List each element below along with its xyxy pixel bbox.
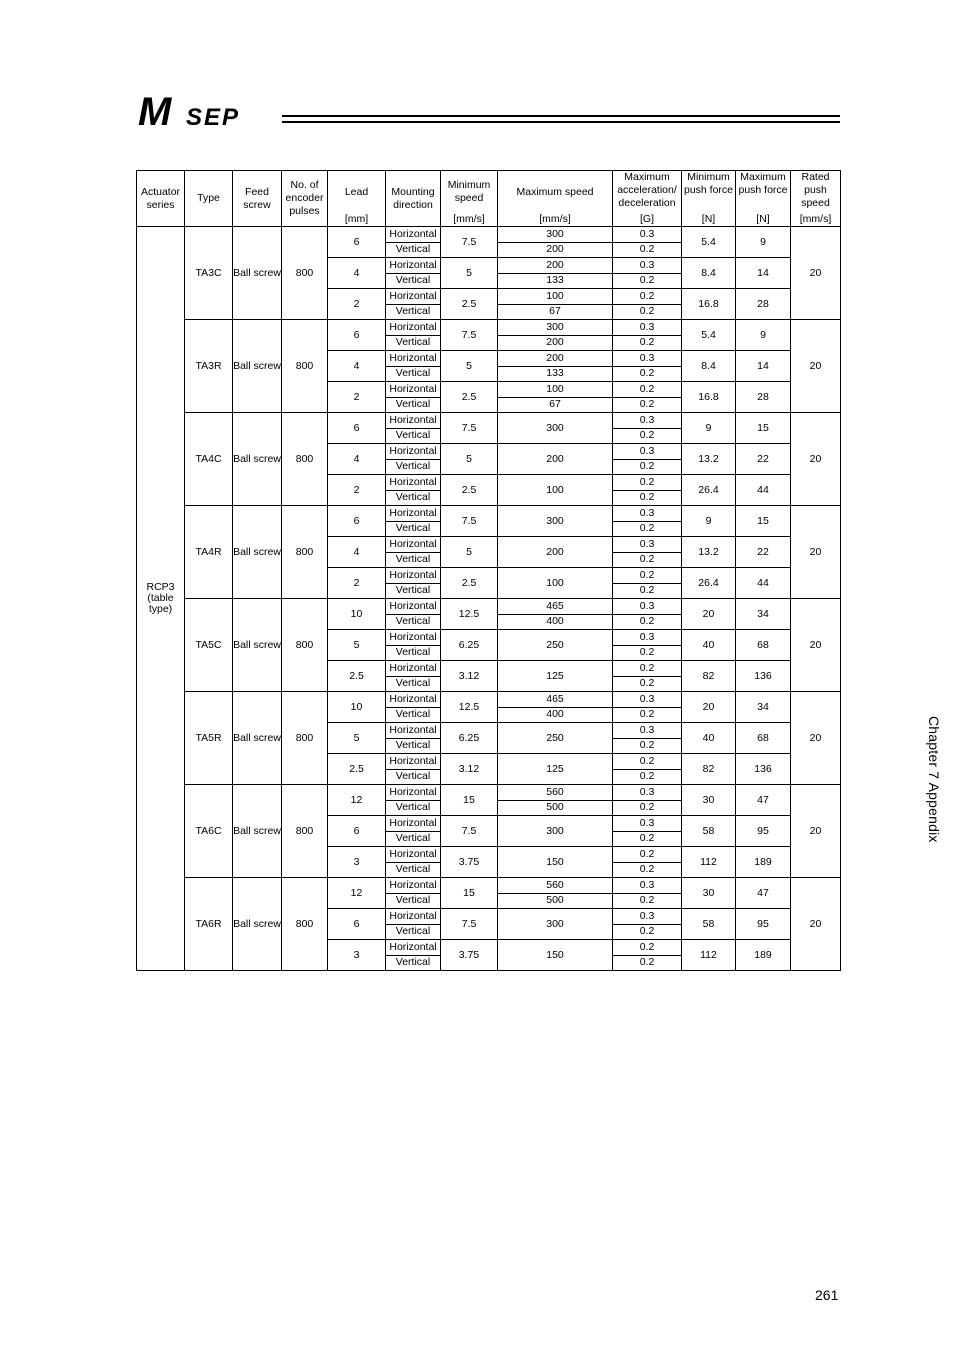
max-acceleration-cell: 0.3 <box>613 630 682 646</box>
lead-cell: 12 <box>328 785 386 816</box>
type-cell: TA6C <box>185 785 233 878</box>
maximum-speed-cell: 300 <box>498 506 613 537</box>
max-acceleration-cell: 0.2 <box>613 475 682 491</box>
minimum-speed-cell: 6.25 <box>441 723 498 754</box>
min-push-force-cell: 20 <box>682 599 736 630</box>
minimum-speed-cell: 7.5 <box>441 909 498 940</box>
min-push-force-cell: 40 <box>682 723 736 754</box>
lead-cell: 3 <box>328 847 386 878</box>
lead-cell: 6 <box>328 227 386 258</box>
maximum-speed-cell: 100 <box>498 475 613 506</box>
minimum-speed-cell: 15 <box>441 785 498 816</box>
max-push-force-cell: 189 <box>736 940 791 971</box>
max-push-force-cell: 47 <box>736 878 791 909</box>
maximum-speed-cell: 133 <box>498 273 613 289</box>
encoder-pulses-cell: 800 <box>282 599 328 692</box>
encoder-pulses-cell: 800 <box>282 506 328 599</box>
mounting-direction-cell: Vertical <box>386 738 441 754</box>
minimum-speed-cell: 3.12 <box>441 754 498 785</box>
mounting-direction-cell: Horizontal <box>386 258 441 274</box>
lead-cell: 4 <box>328 258 386 289</box>
col-maximum-speed: Maximum speed [mm/s] <box>498 171 613 227</box>
maximum-speed-cell: 100 <box>498 289 613 305</box>
mounting-direction-cell: Horizontal <box>386 878 441 894</box>
minimum-speed-cell: 3.12 <box>441 661 498 692</box>
maximum-speed-cell: 300 <box>498 413 613 444</box>
minimum-speed-cell: 2.5 <box>441 382 498 413</box>
maximum-speed-cell: 200 <box>498 537 613 568</box>
min-push-force-cell: 26.4 <box>682 475 736 506</box>
minimum-speed-cell: 3.75 <box>441 847 498 878</box>
max-acceleration-cell: 0.3 <box>613 785 682 801</box>
max-acceleration-cell: 0.2 <box>613 397 682 413</box>
table-row <box>137 599 841 615</box>
maximum-speed-cell: 465 <box>498 692 613 708</box>
maximum-speed-cell: 560 <box>498 878 613 894</box>
minimum-speed-cell: 5 <box>441 351 498 382</box>
mounting-direction-cell: Horizontal <box>386 289 441 305</box>
max-acceleration-cell: 0.2 <box>613 754 682 770</box>
feed-screw-cell: Ball screw <box>233 692 282 785</box>
max-acceleration-cell: 0.2 <box>613 583 682 599</box>
maximum-speed-cell: 300 <box>498 909 613 940</box>
max-acceleration-cell: 0.3 <box>613 351 682 367</box>
col-max-push-force: Maximum push force [N] <box>736 171 791 227</box>
header-rule-bottom <box>282 121 840 123</box>
page-number: 261 <box>815 1287 839 1303</box>
lead-cell: 5 <box>328 630 386 661</box>
maximum-speed-cell: 400 <box>498 614 613 630</box>
mounting-direction-cell: Horizontal <box>386 661 441 677</box>
max-push-force-cell: 15 <box>736 506 791 537</box>
min-push-force-cell: 20 <box>682 692 736 723</box>
mounting-direction-cell: Vertical <box>386 490 441 506</box>
mounting-direction-cell: Vertical <box>386 800 441 816</box>
mounting-direction-cell: Horizontal <box>386 816 441 832</box>
min-push-force-cell: 58 <box>682 816 736 847</box>
maximum-speed-cell: 300 <box>498 816 613 847</box>
maximum-speed-cell: 465 <box>498 599 613 615</box>
mounting-direction-cell: Vertical <box>386 955 441 971</box>
max-acceleration-cell: 0.2 <box>613 645 682 661</box>
minimum-speed-cell: 7.5 <box>441 227 498 258</box>
min-push-force-cell: 82 <box>682 754 736 785</box>
feed-screw-cell: Ball screw <box>233 227 282 320</box>
encoder-pulses-cell: 800 <box>282 878 328 971</box>
max-acceleration-cell: 0.2 <box>613 940 682 956</box>
lead-cell: 6 <box>328 816 386 847</box>
minimum-speed-cell: 7.5 <box>441 816 498 847</box>
minimum-speed-cell: 2.5 <box>441 289 498 320</box>
encoder-pulses-cell: 800 <box>282 320 328 413</box>
max-acceleration-cell: 0.2 <box>613 242 682 258</box>
minimum-speed-cell: 6.25 <box>441 630 498 661</box>
max-push-force-cell: 22 <box>736 444 791 475</box>
mounting-direction-cell: Vertical <box>386 397 441 413</box>
max-acceleration-cell: 0.2 <box>613 459 682 475</box>
max-push-force-cell: 44 <box>736 475 791 506</box>
table-row <box>137 692 841 708</box>
rated-push-speed-cell: 20 <box>791 599 841 692</box>
rated-push-speed-cell: 20 <box>791 413 841 506</box>
col-lead: Lead [mm] <box>328 171 386 227</box>
lead-cell: 6 <box>328 909 386 940</box>
lead-cell: 2.5 <box>328 754 386 785</box>
maximum-speed-cell: 200 <box>498 351 613 367</box>
maximum-speed-cell: 560 <box>498 785 613 801</box>
mounting-direction-cell: Vertical <box>386 676 441 692</box>
mounting-direction-cell: Horizontal <box>386 320 441 336</box>
max-push-force-cell: 95 <box>736 909 791 940</box>
type-cell: TA3R <box>185 320 233 413</box>
max-push-force-cell: 95 <box>736 816 791 847</box>
max-acceleration-cell: 0.3 <box>613 909 682 925</box>
table-row <box>137 506 841 522</box>
chapter-label: Chapter 7 Appendix <box>926 716 942 843</box>
max-acceleration-cell: 0.3 <box>613 413 682 429</box>
min-push-force-cell: 58 <box>682 909 736 940</box>
mounting-direction-cell: Vertical <box>386 304 441 320</box>
mounting-direction-cell: Vertical <box>386 862 441 878</box>
maximum-speed-cell: 300 <box>498 320 613 336</box>
max-push-force-cell: 136 <box>736 661 791 692</box>
feed-screw-cell: Ball screw <box>233 413 282 506</box>
minimum-speed-cell: 12.5 <box>441 692 498 723</box>
mounting-direction-cell: Vertical <box>386 924 441 940</box>
mounting-direction-cell: Horizontal <box>386 785 441 801</box>
maximum-speed-cell: 100 <box>498 568 613 599</box>
col-mounting-direction: Mounting direction <box>386 171 441 227</box>
max-push-force-cell: 28 <box>736 289 791 320</box>
feed-screw-cell: Ball screw <box>233 506 282 599</box>
max-acceleration-cell: 0.3 <box>613 878 682 894</box>
max-acceleration-cell: 0.2 <box>613 955 682 971</box>
min-push-force-cell: 30 <box>682 785 736 816</box>
min-push-force-cell: 16.8 <box>682 382 736 413</box>
mounting-direction-cell: Horizontal <box>386 723 441 739</box>
mounting-direction-cell: Vertical <box>386 614 441 630</box>
col-actuator-series: Actuator series <box>137 171 185 227</box>
max-acceleration-cell: 0.3 <box>613 258 682 274</box>
mounting-direction-cell: Horizontal <box>386 537 441 553</box>
type-cell: TA3C <box>185 227 233 320</box>
mounting-direction-cell: Vertical <box>386 831 441 847</box>
min-push-force-cell: 13.2 <box>682 444 736 475</box>
min-push-force-cell: 8.4 <box>682 351 736 382</box>
max-acceleration-cell: 0.2 <box>613 273 682 289</box>
minimum-speed-cell: 7.5 <box>441 320 498 351</box>
svg-text:M: M <box>138 92 172 128</box>
max-push-force-cell: 34 <box>736 599 791 630</box>
minimum-speed-cell: 12.5 <box>441 599 498 630</box>
col-feed-screw: Feed screw <box>233 171 282 227</box>
lead-cell: 4 <box>328 537 386 568</box>
col-rated-push-speed: Rated push speed [mm/s] <box>791 171 841 227</box>
min-push-force-cell: 8.4 <box>682 258 736 289</box>
feed-screw-cell: Ball screw <box>233 320 282 413</box>
min-push-force-cell: 112 <box>682 847 736 878</box>
mounting-direction-cell: Horizontal <box>386 909 441 925</box>
minimum-speed-cell: 5 <box>441 537 498 568</box>
table-row <box>137 227 841 243</box>
col-max-acceleration: Maximum acceleration/ deceleration [G] <box>613 171 682 227</box>
col-min-push-force: Minimum push force [N] <box>682 171 736 227</box>
max-acceleration-cell: 0.3 <box>613 506 682 522</box>
maximum-speed-cell: 200 <box>498 242 613 258</box>
max-push-force-cell: 189 <box>736 847 791 878</box>
max-acceleration-cell: 0.3 <box>613 227 682 243</box>
mounting-direction-cell: Vertical <box>386 583 441 599</box>
maximum-speed-cell: 400 <box>498 707 613 723</box>
max-acceleration-cell: 0.2 <box>613 366 682 382</box>
mounting-direction-cell: Vertical <box>386 273 441 289</box>
maximum-speed-cell: 500 <box>498 893 613 909</box>
max-push-force-cell: 44 <box>736 568 791 599</box>
spec-table <box>136 170 841 971</box>
max-acceleration-cell: 0.2 <box>613 490 682 506</box>
encoder-pulses-cell: 800 <box>282 227 328 320</box>
max-acceleration-cell: 0.2 <box>613 676 682 692</box>
min-push-force-cell: 5.4 <box>682 227 736 258</box>
col-type: Type <box>185 171 233 227</box>
max-acceleration-cell: 0.2 <box>613 552 682 568</box>
actuator-series-cell: RCP3 (table type) <box>137 227 185 971</box>
type-cell: TA5R <box>185 692 233 785</box>
table-row <box>137 878 841 894</box>
type-cell: TA6R <box>185 878 233 971</box>
min-push-force-cell: 40 <box>682 630 736 661</box>
spec-table-body <box>137 227 841 971</box>
maximum-speed-cell: 100 <box>498 382 613 398</box>
feed-screw-cell: Ball screw <box>233 878 282 971</box>
rated-push-speed-cell: 20 <box>791 692 841 785</box>
minimum-speed-cell: 5 <box>441 444 498 475</box>
max-push-force-cell: 34 <box>736 692 791 723</box>
max-acceleration-cell: 0.3 <box>613 723 682 739</box>
encoder-pulses-cell: 800 <box>282 413 328 506</box>
mounting-direction-cell: Horizontal <box>386 444 441 460</box>
lead-cell: 6 <box>328 320 386 351</box>
max-acceleration-cell: 0.2 <box>613 382 682 398</box>
spec-table-header <box>137 171 841 227</box>
max-acceleration-cell: 0.2 <box>613 568 682 584</box>
mounting-direction-cell: Horizontal <box>386 382 441 398</box>
lead-cell: 2 <box>328 475 386 506</box>
mounting-direction-cell: Horizontal <box>386 599 441 615</box>
max-acceleration-cell: 0.3 <box>613 444 682 460</box>
mounting-direction-cell: Vertical <box>386 769 441 785</box>
max-push-force-cell: 68 <box>736 630 791 661</box>
max-acceleration-cell: 0.2 <box>613 335 682 351</box>
lead-cell: 4 <box>328 444 386 475</box>
minimum-speed-cell: 7.5 <box>441 506 498 537</box>
minimum-speed-cell: 15 <box>441 878 498 909</box>
max-acceleration-cell: 0.2 <box>613 831 682 847</box>
max-acceleration-cell: 0.3 <box>613 599 682 615</box>
table-row <box>137 413 841 429</box>
max-acceleration-cell: 0.2 <box>613 862 682 878</box>
lead-cell: 10 <box>328 692 386 723</box>
type-cell: TA5C <box>185 599 233 692</box>
min-push-force-cell: 30 <box>682 878 736 909</box>
table-row <box>137 785 841 801</box>
min-push-force-cell: 82 <box>682 661 736 692</box>
maximum-speed-cell: 500 <box>498 800 613 816</box>
maximum-speed-cell: 133 <box>498 366 613 382</box>
max-acceleration-cell: 0.3 <box>613 537 682 553</box>
mounting-direction-cell: Horizontal <box>386 351 441 367</box>
minimum-speed-cell: 2.5 <box>441 475 498 506</box>
rated-push-speed-cell: 20 <box>791 320 841 413</box>
lead-cell: 2 <box>328 382 386 413</box>
min-push-force-cell: 112 <box>682 940 736 971</box>
max-push-force-cell: 136 <box>736 754 791 785</box>
mounting-direction-cell: Horizontal <box>386 630 441 646</box>
header-rule-top <box>282 115 840 117</box>
col-minimum-speed: Minimum speed [mm/s] <box>441 171 498 227</box>
msep-logo <box>138 92 274 133</box>
minimum-speed-cell: 5 <box>441 258 498 289</box>
mounting-direction-cell: Horizontal <box>386 413 441 429</box>
max-acceleration-cell: 0.2 <box>613 893 682 909</box>
mounting-direction-cell: Horizontal <box>386 506 441 522</box>
mounting-direction-cell: Horizontal <box>386 754 441 770</box>
max-acceleration-cell: 0.2 <box>613 924 682 940</box>
maximum-speed-cell: 300 <box>498 227 613 243</box>
maximum-speed-cell: 250 <box>498 630 613 661</box>
mounting-direction-cell: Vertical <box>386 428 441 444</box>
encoder-pulses-cell: 800 <box>282 692 328 785</box>
table-row <box>137 320 841 336</box>
lead-cell: 10 <box>328 599 386 630</box>
maximum-speed-cell: 150 <box>498 847 613 878</box>
max-acceleration-cell: 0.2 <box>613 800 682 816</box>
feed-screw-cell: Ball screw <box>233 785 282 878</box>
maximum-speed-cell: 200 <box>498 335 613 351</box>
feed-screw-cell: Ball screw <box>233 599 282 692</box>
lead-cell: 2.5 <box>328 661 386 692</box>
rated-push-speed-cell: 20 <box>791 878 841 971</box>
maximum-speed-cell: 67 <box>498 304 613 320</box>
min-push-force-cell: 26.4 <box>682 568 736 599</box>
maximum-speed-cell: 200 <box>498 258 613 274</box>
mounting-direction-cell: Vertical <box>386 459 441 475</box>
mounting-direction-cell: Horizontal <box>386 227 441 243</box>
max-acceleration-cell: 0.2 <box>613 304 682 320</box>
mounting-direction-cell: Vertical <box>386 242 441 258</box>
max-acceleration-cell: 0.3 <box>613 320 682 336</box>
lead-cell: 6 <box>328 413 386 444</box>
maximum-speed-cell: 250 <box>498 723 613 754</box>
max-push-force-cell: 15 <box>736 413 791 444</box>
rated-push-speed-cell: 20 <box>791 785 841 878</box>
mounting-direction-cell: Vertical <box>386 335 441 351</box>
max-acceleration-cell: 0.2 <box>613 661 682 677</box>
svg-text:SEP: SEP <box>186 104 241 128</box>
max-acceleration-cell: 0.2 <box>613 289 682 305</box>
type-cell: TA4R <box>185 506 233 599</box>
lead-cell: 6 <box>328 506 386 537</box>
max-acceleration-cell: 0.2 <box>613 521 682 537</box>
mounting-direction-cell: Horizontal <box>386 940 441 956</box>
mounting-direction-cell: Vertical <box>386 893 441 909</box>
max-acceleration-cell: 0.3 <box>613 816 682 832</box>
mounting-direction-cell: Vertical <box>386 552 441 568</box>
max-acceleration-cell: 0.2 <box>613 707 682 723</box>
max-acceleration-cell: 0.2 <box>613 738 682 754</box>
lead-cell: 2 <box>328 289 386 320</box>
minimum-speed-cell: 7.5 <box>441 413 498 444</box>
mounting-direction-cell: Horizontal <box>386 692 441 708</box>
min-push-force-cell: 16.8 <box>682 289 736 320</box>
maximum-speed-cell: 67 <box>498 397 613 413</box>
min-push-force-cell: 9 <box>682 413 736 444</box>
max-push-force-cell: 9 <box>736 320 791 351</box>
mounting-direction-cell: Horizontal <box>386 475 441 491</box>
mounting-direction-cell: Horizontal <box>386 568 441 584</box>
rated-push-speed-cell: 20 <box>791 506 841 599</box>
minimum-speed-cell: 2.5 <box>441 568 498 599</box>
maximum-speed-cell: 200 <box>498 444 613 475</box>
lead-cell: 4 <box>328 351 386 382</box>
lead-cell: 12 <box>328 878 386 909</box>
max-acceleration-cell: 0.2 <box>613 614 682 630</box>
max-push-force-cell: 68 <box>736 723 791 754</box>
maximum-speed-cell: 150 <box>498 940 613 971</box>
min-push-force-cell: 9 <box>682 506 736 537</box>
max-push-force-cell: 14 <box>736 258 791 289</box>
max-acceleration-cell: 0.3 <box>613 692 682 708</box>
min-push-force-cell: 5.4 <box>682 320 736 351</box>
type-cell: TA4C <box>185 413 233 506</box>
encoder-pulses-cell: 800 <box>282 785 328 878</box>
mounting-direction-cell: Vertical <box>386 645 441 661</box>
mounting-direction-cell: Vertical <box>386 366 441 382</box>
lead-cell: 3 <box>328 940 386 971</box>
max-push-force-cell: 47 <box>736 785 791 816</box>
max-acceleration-cell: 0.2 <box>613 428 682 444</box>
max-push-force-cell: 14 <box>736 351 791 382</box>
mounting-direction-cell: Horizontal <box>386 847 441 863</box>
mounting-direction-cell: Vertical <box>386 521 441 537</box>
lead-cell: 5 <box>328 723 386 754</box>
min-push-force-cell: 13.2 <box>682 537 736 568</box>
col-encoder-pulses: No. of encoder pulses <box>282 171 328 227</box>
max-push-force-cell: 28 <box>736 382 791 413</box>
maximum-speed-cell: 125 <box>498 661 613 692</box>
maximum-speed-cell: 125 <box>498 754 613 785</box>
mounting-direction-cell: Vertical <box>386 707 441 723</box>
max-push-force-cell: 9 <box>736 227 791 258</box>
max-acceleration-cell: 0.2 <box>613 769 682 785</box>
minimum-speed-cell: 3.75 <box>441 940 498 971</box>
max-acceleration-cell: 0.2 <box>613 847 682 863</box>
lead-cell: 2 <box>328 568 386 599</box>
rated-push-speed-cell: 20 <box>791 227 841 320</box>
max-push-force-cell: 22 <box>736 537 791 568</box>
